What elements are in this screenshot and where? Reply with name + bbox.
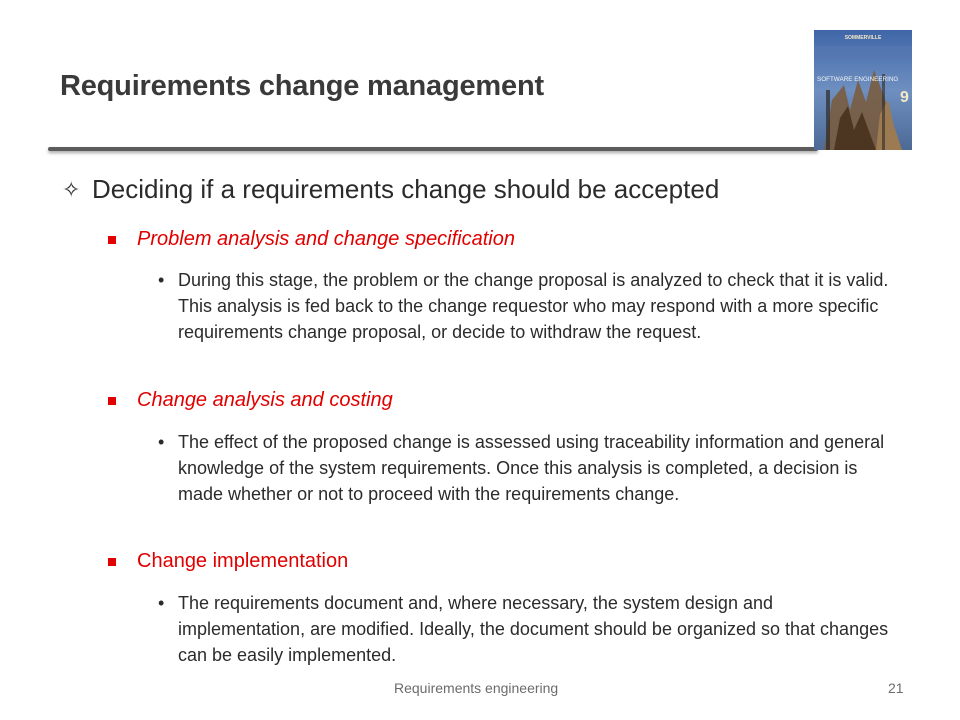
slide-title: Requirements change management [60, 70, 544, 102]
section-body-change-analysis [158, 429, 903, 507]
section-heading-text: Change implementation [137, 550, 349, 572]
square-bullet-icon [108, 397, 116, 405]
four-point-star-icon: ✧ [62, 176, 81, 202]
section-body-text: The requirements document and, where necessary, the system design and implementation, are modified. Ideally, the document should be organized so that changes can be easily implemented. [178, 593, 889, 665]
cover-author-text: SOMMERVILLE [844, 35, 882, 41]
page-number: 21 [888, 680, 904, 696]
bullet-icon: • [158, 593, 165, 613]
section-body-change-implementation [158, 590, 903, 668]
bullet-icon: • [158, 270, 165, 290]
section-body-problem-analysis [158, 267, 903, 345]
main-point-text: Deciding if a requirements change should be accepted [92, 174, 720, 204]
book-cover-image [814, 30, 912, 150]
footer-caption: Requirements engineering [394, 680, 559, 696]
square-bullet-icon [108, 558, 116, 566]
cover-edition-text: 9 [900, 89, 909, 106]
section-heading-text: Problem analysis and change specification [137, 228, 515, 250]
section-heading-text: Change analysis and costing [137, 389, 393, 411]
cover-title-text: SOFTWARE ENGINEERING [817, 76, 899, 83]
title-underline [48, 147, 818, 151]
section-heading-change-analysis [108, 389, 393, 412]
section-body-text: During this stage, the problem or the change proposal is analyzed to check that it is valid. This analysis is fed back to the change requestor who may respond with a more specific requirements change proposal, or decide to withdraw the request. [178, 270, 889, 342]
section-heading-change-implementation [108, 550, 348, 573]
main-point [62, 174, 719, 205]
bullet-icon: • [158, 432, 165, 452]
square-bullet-icon [108, 236, 116, 244]
section-heading-problem-analysis [108, 228, 515, 251]
book-cover-art [814, 30, 912, 150]
section-body-text: The effect of the proposed change is assessed using traceability information and general knowledge of the system requirements. Once this analysis is completed, a decision is made whether or not to proceed with the requirements change. [178, 432, 885, 504]
